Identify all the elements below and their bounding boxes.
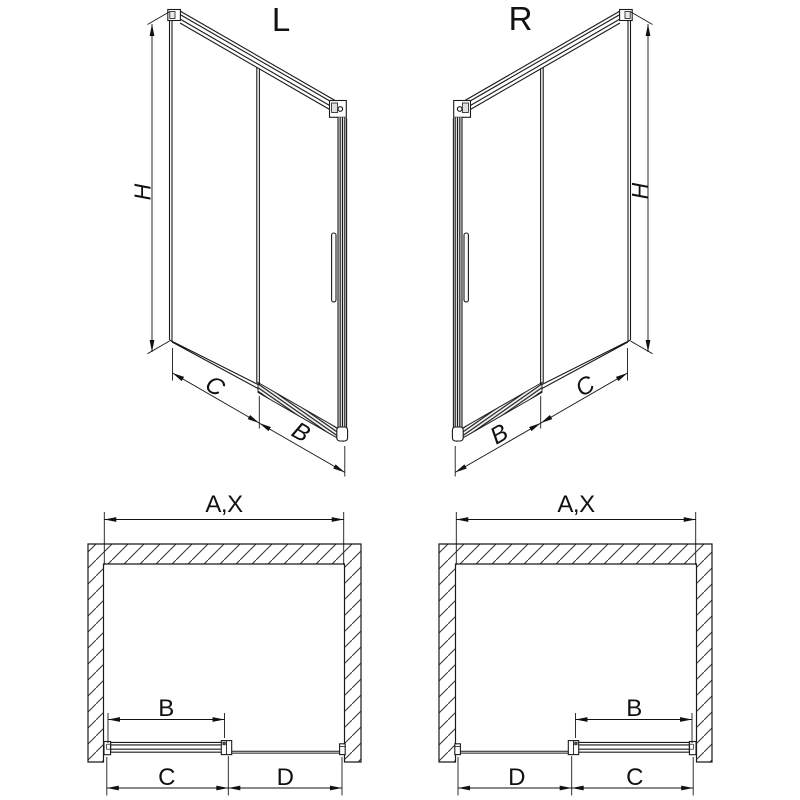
view-label-left: L (271, 1, 291, 38)
dim-label-b-plan-right: B (626, 695, 642, 722)
dim-label-c-iso-left: C (200, 370, 230, 403)
dim-label-d-plan-right: D (508, 764, 525, 791)
iso-view-left (130, 1, 348, 477)
dim-label-height-left: H (129, 183, 156, 201)
dim-label-d-plan-left: D (276, 764, 294, 791)
iso-door-geometry-right (452, 10, 652, 477)
plan-view-right (439, 491, 712, 796)
dim-label-ax-right: A,X (557, 491, 595, 518)
dim-label-c-plan-left: C (158, 764, 175, 791)
iso-door-geometry-left (148, 10, 348, 477)
dim-label-ax-left: A,X (205, 491, 243, 518)
dim-label-b-iso-right: B (485, 418, 513, 451)
plan-view-left (88, 491, 361, 796)
iso-view-right (452, 0, 653, 477)
dim-label-b-plan-left: B (158, 695, 174, 722)
view-label-right: R (508, 0, 533, 37)
dim-label-height-right: H (627, 182, 653, 200)
dim-label-c-plan-right: C (626, 764, 643, 791)
dim-label-b-iso-left: B (287, 416, 315, 449)
dim-label-c-iso-right: C (570, 370, 600, 403)
